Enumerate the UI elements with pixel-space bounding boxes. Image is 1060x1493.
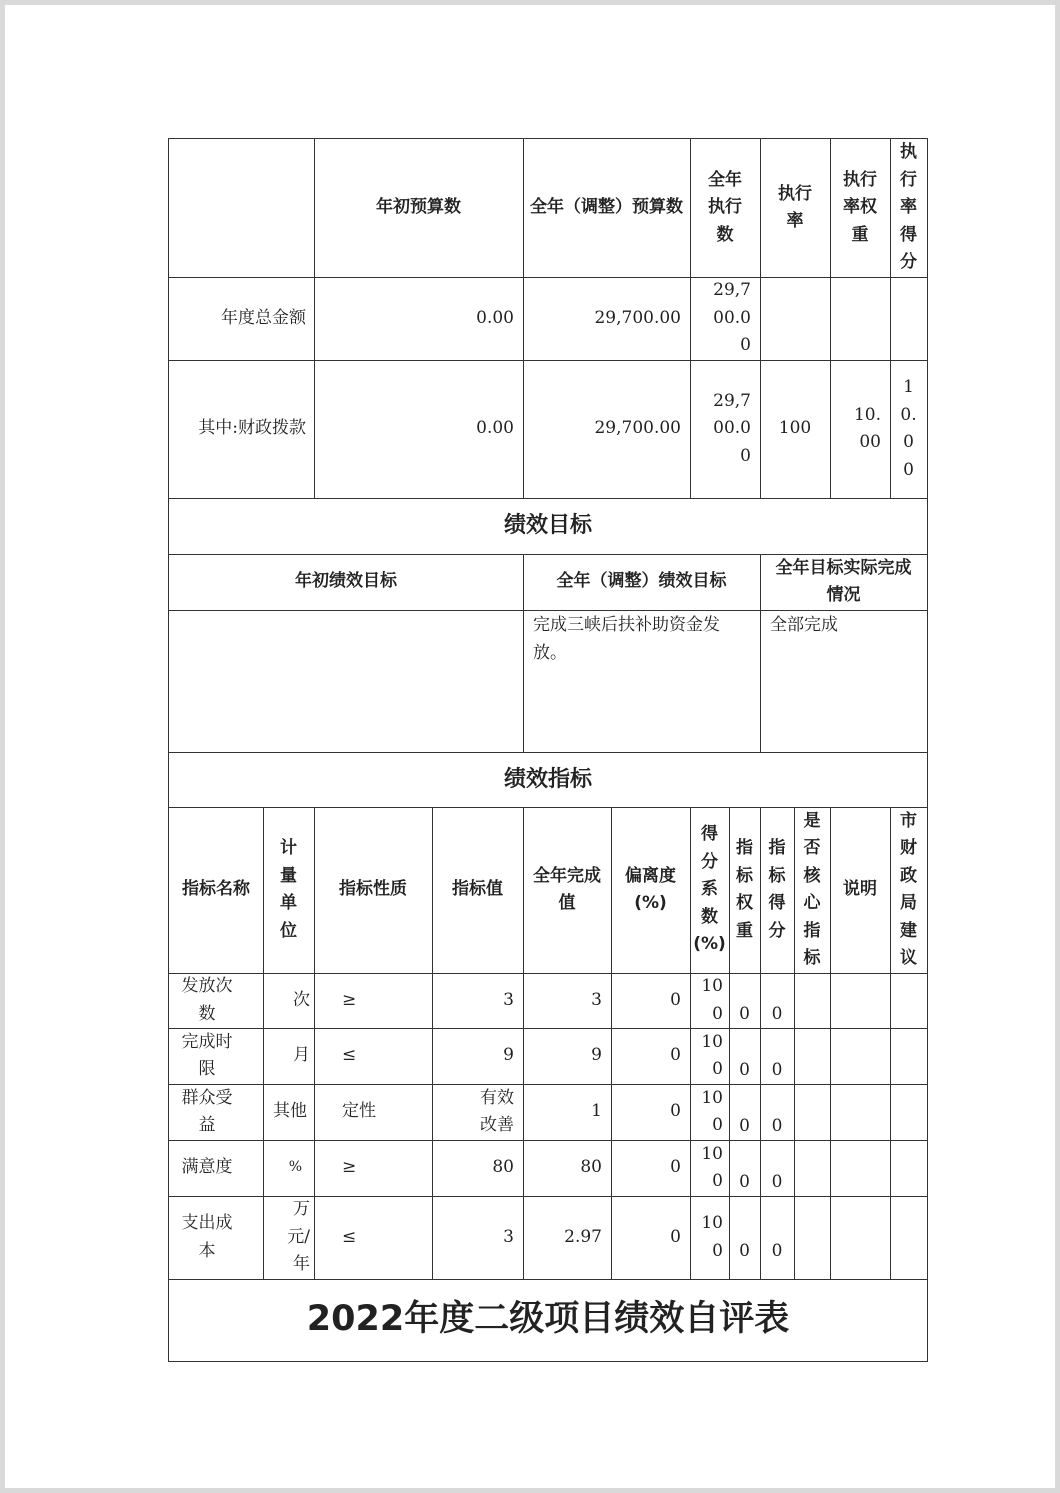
header-deviation: 偏离度(%) (625, 865, 676, 913)
budget-adjusted-value: 29,700.00 (594, 307, 681, 328)
header-adjusted-budget: 全年（调整）预算数 (530, 197, 683, 218)
budget-executed-value: 29,700.00 (713, 390, 751, 466)
indicator-deviation: 0 (670, 1045, 681, 1066)
budget-adjusted-value: 29,700.00 (594, 418, 681, 439)
indicator-coefficient: 100 (701, 1213, 723, 1261)
indicator-coefficient: 100 (701, 1143, 723, 1191)
indicator-nature: ≤ (342, 1226, 357, 1247)
indicator-name: 支出成本 (181, 1213, 233, 1261)
indicator-score: 0 (771, 1171, 783, 1192)
indicator-name: 群众受益 (181, 1087, 233, 1135)
header-rate-weight: 执行率权重 (843, 169, 877, 245)
indicator-nature: ≥ (342, 989, 357, 1010)
budget-rate-value (760, 277, 830, 360)
indicator-unit: 其他 (273, 1101, 307, 1122)
budget-rate-value: 100 (778, 418, 812, 439)
indicator-nature: ≥ (342, 1157, 357, 1178)
header-indicator-weight: 指标权重 (736, 838, 753, 941)
indicator-coefficient: 100 (701, 1087, 723, 1135)
indicator-completed: 9 (591, 1045, 602, 1066)
indicator-value: 9 (503, 1045, 514, 1066)
indicator-score: 0 (771, 1003, 783, 1024)
evaluation-table (168, 138, 928, 1362)
indicator-unit: 次 (293, 989, 310, 1010)
header-adjusted-goal: 全年（调整）绩效目标 (556, 571, 727, 592)
budget-weight-value: 10.00 (853, 404, 881, 452)
indicator-completed: 1 (591, 1101, 602, 1122)
indicator-unit: 万元/年 (287, 1199, 310, 1275)
indicator-completed: 80 (580, 1157, 602, 1178)
indicator-weight: 0 (739, 1115, 750, 1136)
header-unit: 计量单位 (280, 838, 297, 941)
indicator-deviation: 0 (670, 1101, 681, 1122)
budget-executed-value: 29,700.00 (713, 280, 751, 356)
indicator-unit: % (288, 1159, 302, 1176)
indicator-completed: 2.97 (564, 1226, 602, 1247)
header-nature: 指标性质 (339, 879, 407, 900)
indicator-score: 0 (771, 1115, 783, 1136)
budget-row-label: 其中:财政拨款 (198, 418, 306, 439)
header-bureau-advice: 市财政局建议 (900, 810, 917, 968)
actual-completion-text: 全部完成 (770, 615, 838, 635)
indicator-coefficient: 100 (701, 1031, 723, 1079)
indicator-weight: 0 (739, 1003, 750, 1024)
budget-weight-value (830, 277, 890, 360)
indicator-nature: ≤ (342, 1045, 357, 1066)
indicator-nature: 定性 (342, 1101, 376, 1122)
indicator-deviation: 0 (670, 1157, 681, 1178)
indicators-section-title: 绩效指标 (503, 766, 592, 792)
indicator-value: 3 (503, 1226, 514, 1247)
indicator-completed: 3 (591, 989, 602, 1010)
header-completed-value: 全年完成值 (533, 865, 601, 913)
initial-goal-text (169, 610, 523, 752)
header-annual-execution: 全年执行数 (708, 169, 742, 245)
indicator-score: 0 (771, 1240, 783, 1261)
budget-initial-value: 0.00 (476, 307, 514, 328)
indicator-weight: 0 (739, 1240, 750, 1261)
header-actual-completion: 全年目标实际完成情况 (775, 557, 912, 605)
indicator-name: 完成时限 (181, 1031, 233, 1079)
indicator-weight: 0 (739, 1171, 750, 1192)
indicator-unit: 月 (293, 1045, 310, 1066)
header-execution-rate: 执行率 (778, 183, 812, 231)
header-indicator-score: 指标得分 (768, 838, 786, 941)
budget-row-label: 年度总金额 (221, 307, 306, 328)
indicator-value: 3 (503, 989, 514, 1010)
indicator-deviation: 0 (670, 989, 681, 1010)
header-indicator-value: 指标值 (452, 879, 503, 900)
header-coefficient: 得分系数(%) (693, 824, 726, 955)
header-initial-goal: 年初绩效目标 (295, 571, 397, 592)
indicator-name: 满意度 (181, 1157, 233, 1178)
document-title: 2022年度二级项目绩效自评表 (306, 1299, 790, 1340)
header-initial-budget: 年初预算数 (376, 197, 461, 218)
document-page (5, 5, 1055, 1488)
indicator-deviation: 0 (670, 1226, 681, 1247)
header-indicator-name: 指标名称 (182, 879, 250, 900)
indicator-score: 0 (771, 1059, 783, 1080)
budget-score-value (890, 277, 927, 360)
indicator-value: 80 (492, 1157, 514, 1178)
header-note: 说明 (843, 879, 877, 900)
indicator-coefficient: 100 (701, 976, 723, 1024)
header-rate-score: 执行率得分 (900, 142, 917, 273)
header-core-indicator: 是否核心指标 (803, 810, 821, 968)
budget-initial-value: 0.00 (476, 418, 514, 439)
indicator-name: 发放次数 (181, 976, 233, 1024)
indicator-weight: 0 (739, 1059, 750, 1080)
goals-section-title: 绩效目标 (503, 513, 592, 539)
adjusted-goal-text: 完成三峡后扶补助资金发放。 (533, 615, 720, 663)
indicator-value: 有效改善 (480, 1087, 514, 1135)
budget-score-value: 10.00 (900, 377, 917, 480)
